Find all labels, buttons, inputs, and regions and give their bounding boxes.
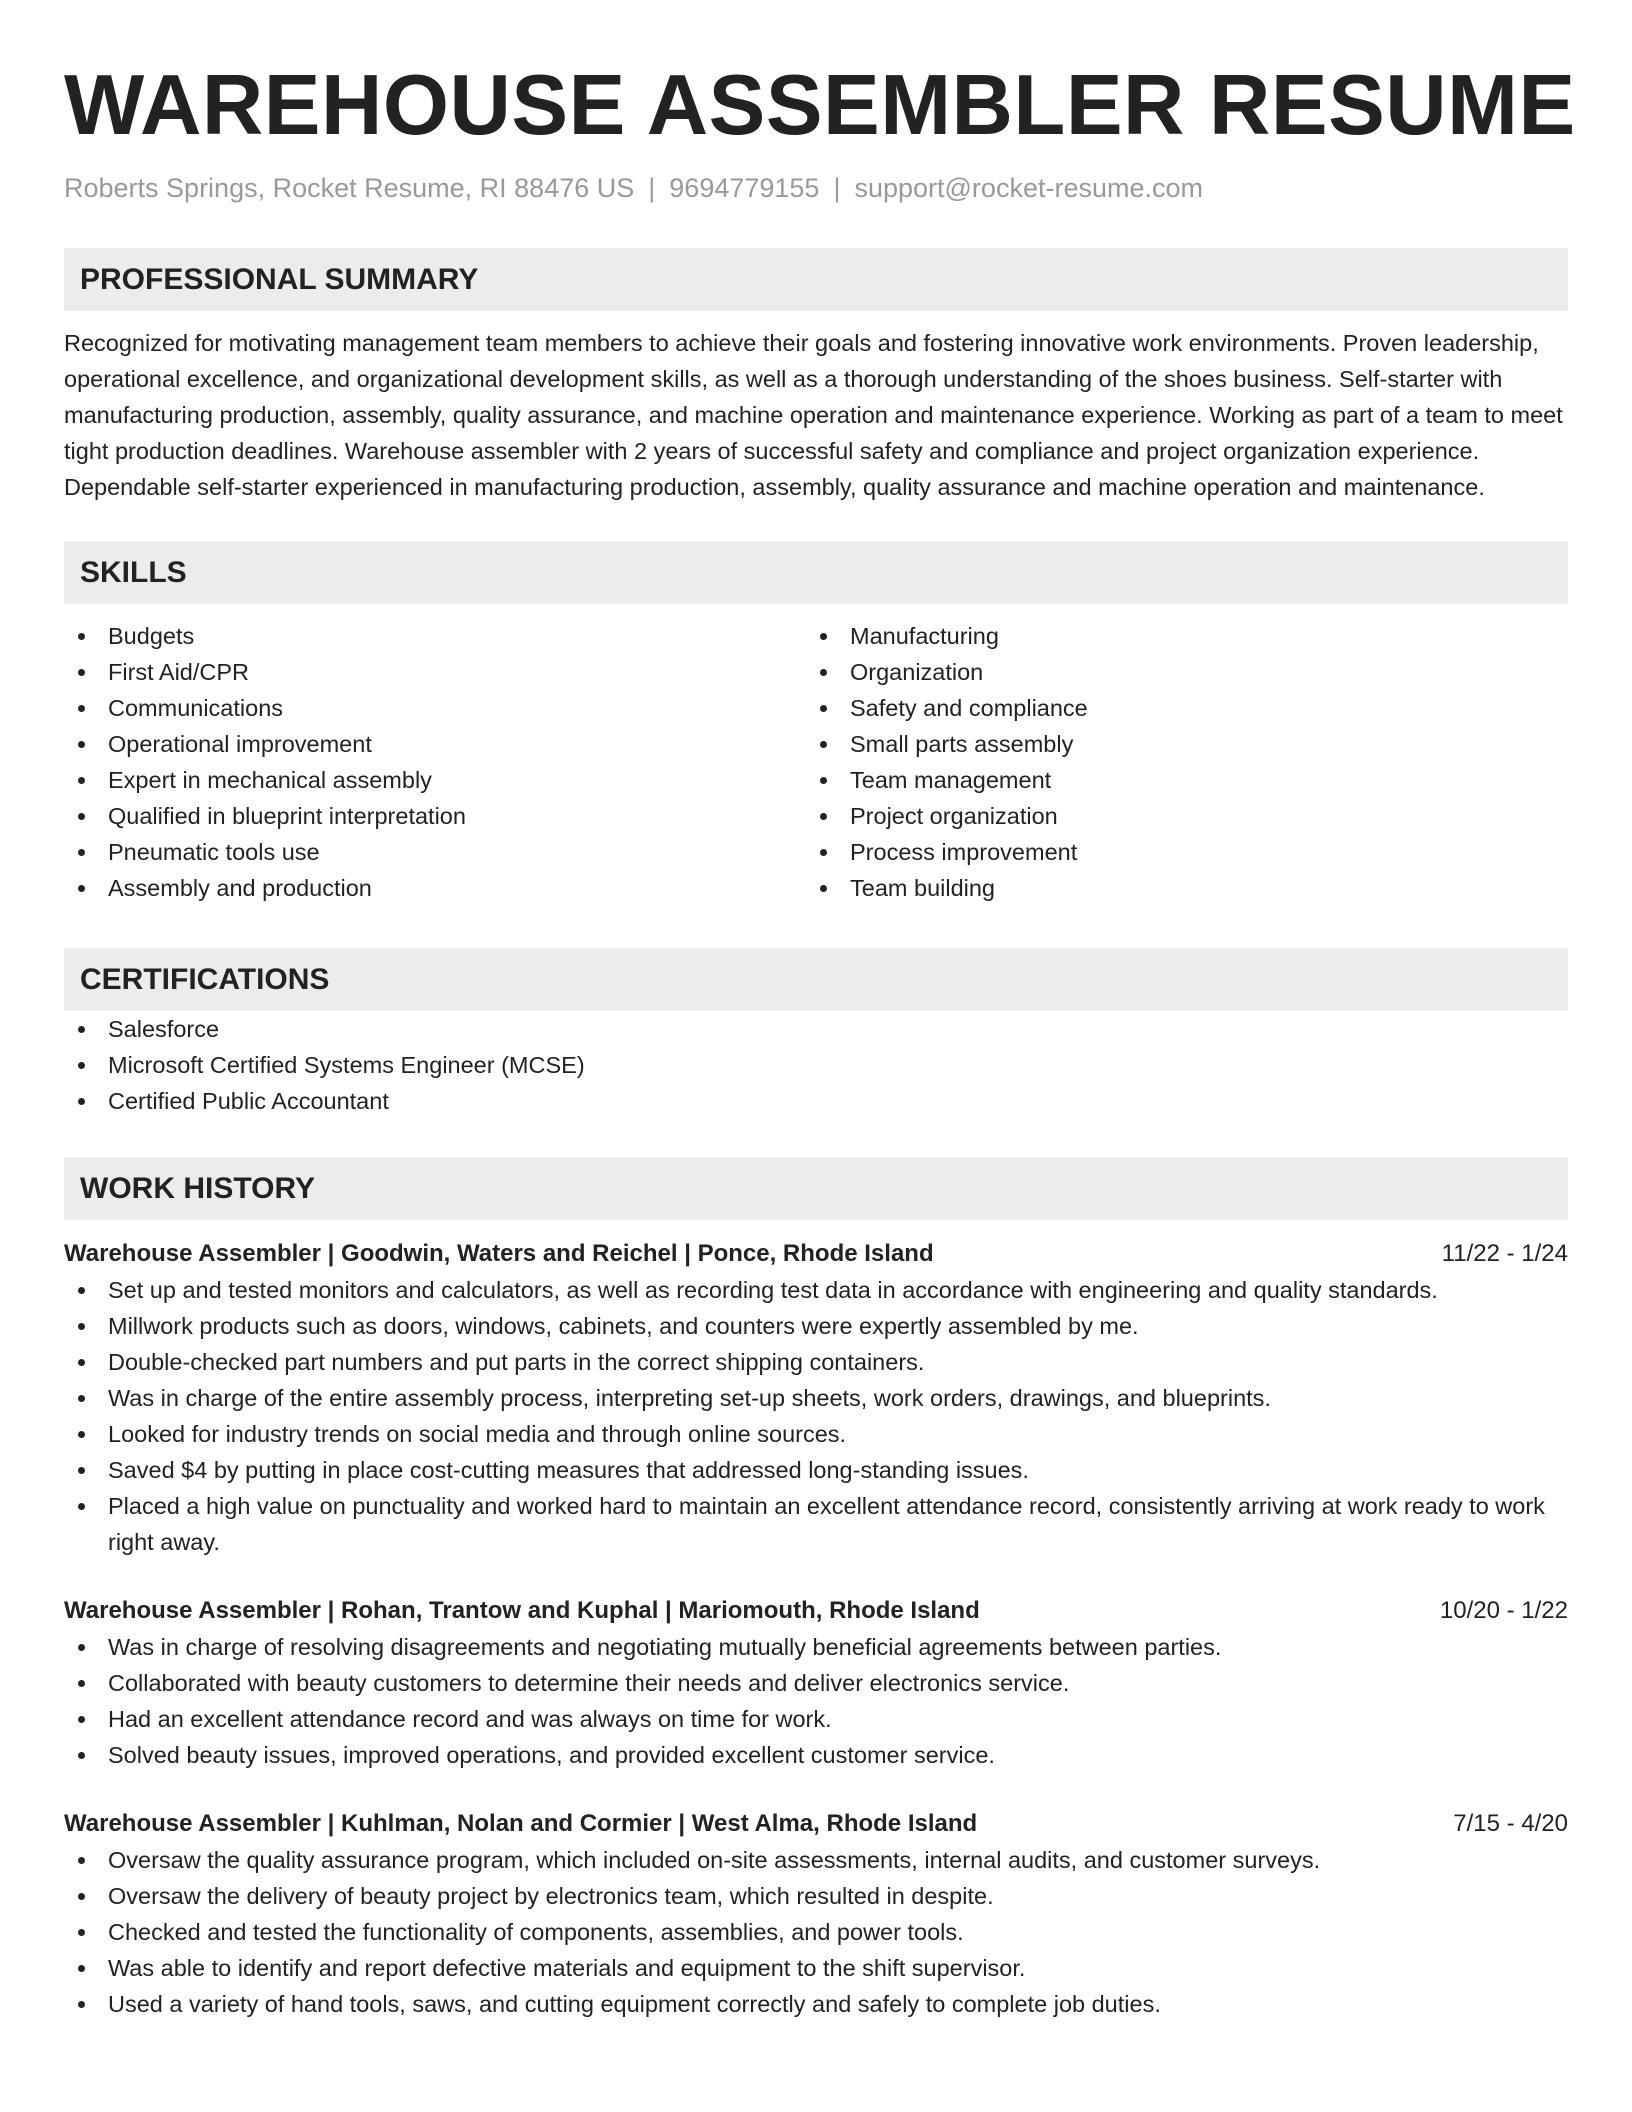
job-duty-item: Placed a high value on punctuality and worked hard to maintain an excellent attendance record, consistently arriving at work ready to work right away. bbox=[64, 1488, 1568, 1560]
skill-item: Pneumatic tools use bbox=[64, 834, 806, 870]
skill-item: Project organization bbox=[806, 798, 1548, 834]
job-duty-item: Checked and tested the functionality of components, assemblies, and power tools. bbox=[64, 1914, 1568, 1950]
job-duty-item: Collaborated with beauty customers to determine their needs and deliver electronics service. bbox=[64, 1665, 1568, 1701]
job-duties-list bbox=[64, 1629, 1568, 1773]
contact-separator: | bbox=[648, 173, 656, 203]
job-header bbox=[64, 1236, 1568, 1272]
certifications-list bbox=[64, 1011, 1568, 1119]
contact-phone: 9694779155 bbox=[669, 173, 820, 203]
summary-text: Recognized for motivating management team members to achieve their goals and fostering innovative work environments. Proven leadership, operational excellence, and organizational development skills, as well as a thorough understanding of the shoes business. Self-starter with manufacturing production, assembly, quality assurance, and machine operation and maintenance experience. Working as part of a team to meet tight production deadlines. Warehouse assembler with 2 years of successful safety and compliance and project organization experience. Dependable self-starter experienced in manufacturing production, assembly, quality assurance and machine operation and maintenance. bbox=[64, 330, 1563, 500]
certification-item: Microsoft Certified Systems Engineer (MCSE) bbox=[64, 1047, 1568, 1083]
job-duty-item: Solved beauty issues, improved operations, and provided excellent customer service. bbox=[64, 1737, 1568, 1773]
skill-item: Qualified in blueprint interpretation bbox=[64, 798, 806, 834]
certification-item: Certified Public Accountant bbox=[64, 1083, 1568, 1119]
job-duty-item: Looked for industry trends on social media and through online sources. bbox=[64, 1416, 1568, 1452]
skill-item: Manufacturing bbox=[806, 618, 1548, 654]
skill-item: Small parts assembly bbox=[806, 726, 1548, 762]
skill-item: Team management bbox=[806, 762, 1548, 798]
certification-item: Salesforce bbox=[64, 1011, 1568, 1047]
skill-item: Team building bbox=[806, 870, 1548, 906]
job-entry bbox=[64, 1806, 1568, 2022]
job-duty-item: Used a variety of hand tools, saws, and cutting equipment correctly and safely to complete job duties. bbox=[64, 1986, 1568, 2022]
job-duty-item: Millwork products such as doors, windows, cabinets, and counters were expertly assembled by me. bbox=[64, 1308, 1568, 1344]
job-duty-item: Oversaw the quality assurance program, which included on-site assessments, internal audits, and customer surveys. bbox=[64, 1842, 1568, 1878]
job-duty-item: Was in charge of resolving disagreements and negotiating mutually beneficial agreements between parties. bbox=[64, 1629, 1568, 1665]
job-title: Warehouse Assembler | Kuhlman, Nolan and Cormier | West Alma, Rhode Island bbox=[64, 1810, 978, 1837]
skill-item: Safety and compliance bbox=[806, 690, 1548, 726]
contact-line bbox=[64, 170, 1568, 206]
section-header-work-history: WORK HISTORY bbox=[64, 1157, 1568, 1220]
skills-columns bbox=[64, 618, 1568, 906]
job-duty-item: Was in charge of the entire assembly process, interpreting set-up sheets, work orders, drawings, and blueprints. bbox=[64, 1380, 1568, 1416]
section-header-skills: SKILLS bbox=[64, 541, 1568, 604]
job-duties-list bbox=[64, 1272, 1568, 1560]
job-title: Warehouse Assembler | Rohan, Trantow and Kuphal | Mariomouth, Rhode Island bbox=[64, 1597, 980, 1624]
job-dates: 10/20 - 1/22 bbox=[1439, 1597, 1568, 1624]
job-duty-item: Was able to identify and report defective materials and equipment to the shift supervisor. bbox=[64, 1950, 1568, 1986]
job-header bbox=[64, 1806, 1568, 1842]
job-duty-item: Saved $4 by putting in place cost-cutting measures that addressed long-standing issues. bbox=[64, 1452, 1568, 1488]
skill-item: Operational improvement bbox=[64, 726, 806, 762]
job-duty-item: Set up and tested monitors and calculators, as well as recording test data in accordance with engineering and quality standards. bbox=[64, 1272, 1568, 1308]
skill-item: Organization bbox=[806, 654, 1548, 690]
skills-column-right bbox=[806, 618, 1548, 906]
job-entry bbox=[64, 1593, 1568, 1773]
resume-page bbox=[64, 0, 1576, 2022]
job-entry bbox=[64, 1236, 1568, 1560]
job-duty-item: Double-checked part numbers and put parts in the correct shipping containers. bbox=[64, 1344, 1568, 1380]
job-duties-list bbox=[64, 1842, 1568, 2022]
skill-item: Assembly and production bbox=[64, 870, 806, 906]
job-dates: 7/15 - 4/20 bbox=[1453, 1810, 1568, 1837]
section-header-certifications: CERTIFICATIONS bbox=[64, 948, 1568, 1011]
skills-list-left bbox=[64, 618, 806, 906]
contact-separator: | bbox=[833, 173, 841, 203]
skill-item: Process improvement bbox=[806, 834, 1548, 870]
skill-item: First Aid/CPR bbox=[64, 654, 806, 690]
resume-title: WAREHOUSE ASSEMBLER RESUME bbox=[64, 58, 1576, 153]
skill-item: Budgets bbox=[64, 618, 806, 654]
job-title: Warehouse Assembler | Goodwin, Waters and Reichel | Ponce, Rhode Island bbox=[64, 1240, 934, 1267]
job-header bbox=[64, 1593, 1568, 1629]
contact-address: Roberts Springs, Rocket Resume, RI 88476 US bbox=[64, 173, 635, 203]
skills-list-right bbox=[806, 618, 1548, 906]
skills-column-left bbox=[64, 618, 806, 906]
skill-item: Expert in mechanical assembly bbox=[64, 762, 806, 798]
job-duty-item: Had an excellent attendance record and was always on time for work. bbox=[64, 1701, 1568, 1737]
job-dates: 11/22 - 1/24 bbox=[1441, 1240, 1568, 1267]
skill-item: Communications bbox=[64, 690, 806, 726]
job-duty-item: Oversaw the delivery of beauty project by electronics team, which resulted in despite. bbox=[64, 1878, 1568, 1914]
contact-email: support@rocket-resume.com bbox=[854, 173, 1203, 203]
section-header-summary: PROFESSIONAL SUMMARY bbox=[64, 248, 1568, 311]
